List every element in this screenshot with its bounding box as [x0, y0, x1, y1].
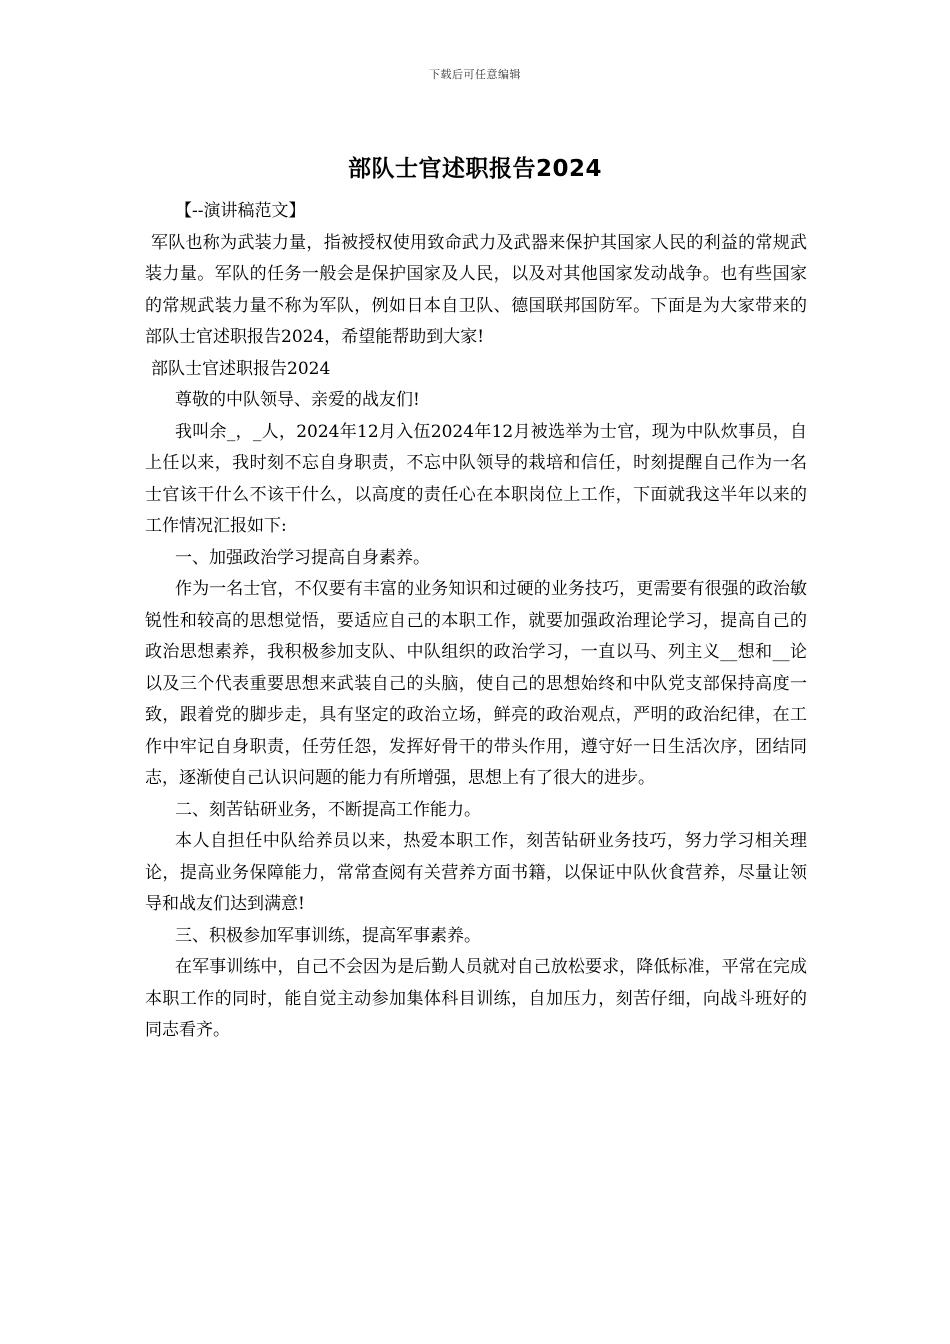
body-paragraph: 作为一名士官，不仅要有丰富的业务知识和过硬的业务技巧，更需要有很强的政治敏锐性和较高的思想觉悟，要适应自己的本职工作，就要加强政治理论学习，提高自己的政治思想素养，我积极参加支队、中队组织的政治学习，一直以马、列主义__想和__论以及三个代表重要思想来武装自己的头脑，使自己的思想始终和中队党支部保持高度一致，跟着党的脚步走，具有坚定的政治立场，鲜亮的政治观点，严明的政治纪律，在工作中牢记自身职责，任劳任怨，发挥好骨干的带头作用，遵守好一日生活次序，团结同志，逐渐使自己认识问题的能力有所增强，思想上有了很大的进步。	[145, 579, 807, 788]
header-note: 下载后可任意编辑	[429, 68, 521, 81]
subtitle-line: 部队士官述职报告2024	[151, 358, 331, 379]
body-paragraph: 在军事训练中，自己不会因为是后勤人员就对自己放松要求，降低标准，平常在完成本职工作的同时，能自觉主动参加集体科目训练，自加压力，刻苦仔细，向战斗班好的同志看齐。	[145, 957, 807, 1040]
document-title: 部队士官述职报告2024	[347, 156, 602, 182]
document-body	[145, 196, 807, 1047]
section-heading: 三、积极参加军事训练，提高军事素养。	[175, 925, 481, 946]
body-paragraph: 本人自担任中队给养员以来，热爱本职工作，刻苦钻研业务技巧，努力学习相关理论，提高业务保障能力，常常查阅有关营养方面书籍，以保证中队伙食营养，尽量让领导和战友们达到满意!	[145, 831, 807, 914]
category-tag: 【--演讲稿范文】	[175, 201, 306, 221]
section-heading: 二、刻苦钻研业务，不断提高工作能力。	[175, 799, 481, 820]
salutation: 尊敬的中队领导、亲爱的战友们!	[175, 390, 420, 410]
section-heading: 一、加强政治学习提高自身素养。	[175, 547, 430, 568]
intro-paragraph: 军队也称为武装力量，指被授权使用致命武力及武器来保护其国家人民的利益的常规武装力量。军队的任务一般会是保护国家及人民，以及对其他国家发动战争。也有些国家的常规武装力量不称为军队，例如日本自卫队、德国联邦国防军。下面是为大家带来的部队士官述职报告2024，希望能帮助到大家!	[145, 232, 807, 347]
body-paragraph: 我叫余_，_人，2024年12月入伍2024年12月被选举为士官，现为中队炊事员，自上任以来，我时刻不忘自身职责，不忘中队领导的栽培和信任，时刻提醒自己作为一名士官该干什么不该干什么，以高度的责任心在本职岗位上工作，下面就我这半年以来的工作情况汇报如下:	[145, 421, 807, 536]
